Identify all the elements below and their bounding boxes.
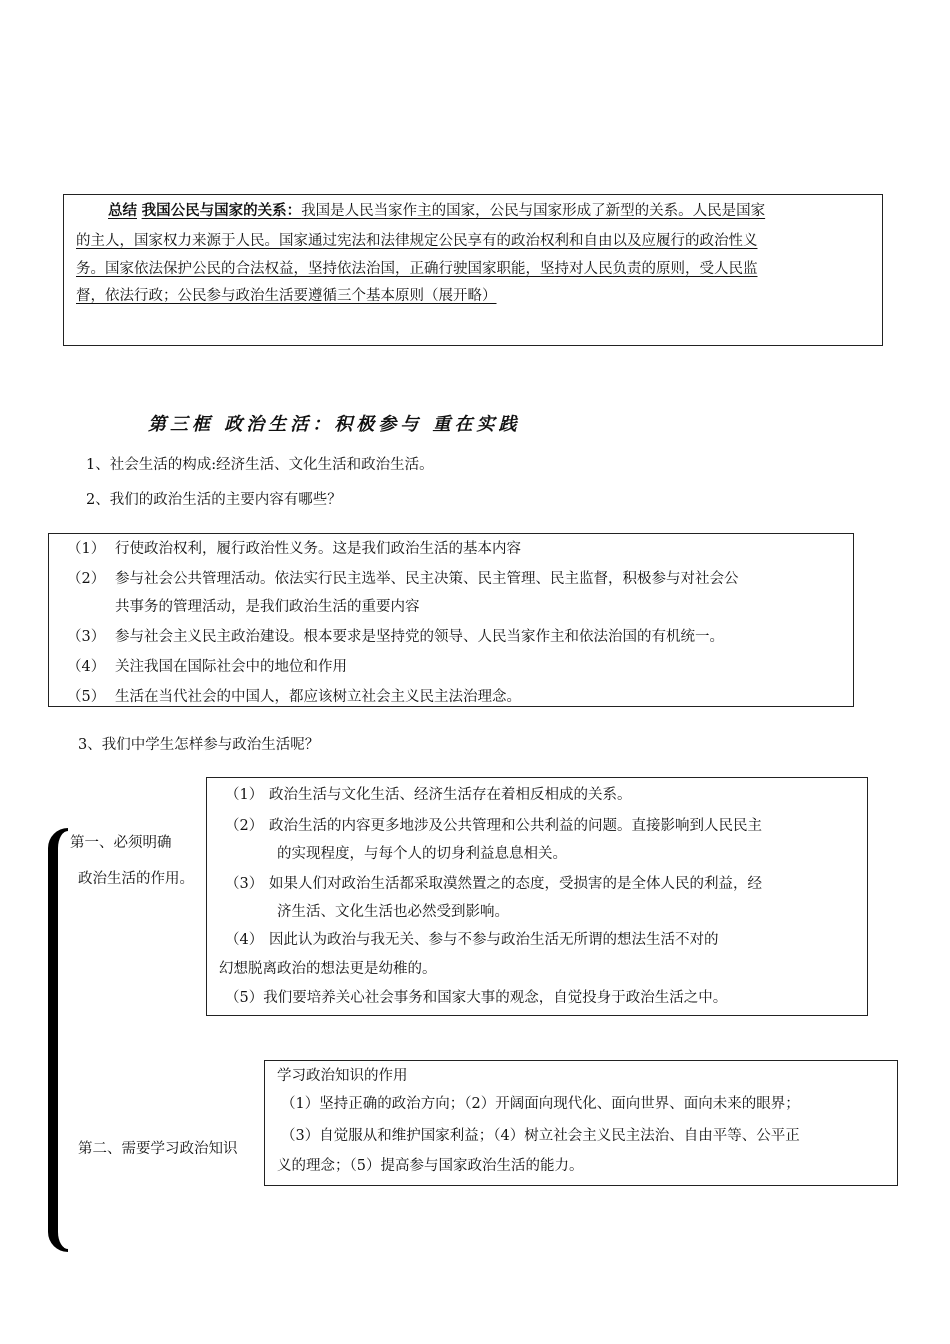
second-line-1: （1）坚持正确的政治方向；（2）开阔面向现代化、面向世界、面向未来的眼界；	[281, 1096, 800, 1112]
summary-text: 我国是人民当家作主的国家，公民与国家形成了新型的关系。人民是国家	[301, 203, 766, 219]
question-1: 1、社会生活的构成:经济生活、文化生活和政治生活。	[86, 457, 434, 473]
contents-item-4: （4） 关注我国在国际社会中的地位和作用	[67, 659, 347, 675]
item-number: （5）	[67, 689, 106, 705]
contents-item-2: （2） 参与社会公共管理活动。依法实行民主选举、民主决策、民主管理、民主监督，积极参与对社会公	[67, 571, 739, 587]
item-number: （1）	[67, 541, 106, 557]
first-tail-line: 幻想脱离政治的想法更是幼稚的。	[219, 961, 437, 977]
summary-heading: 我国公民与国家的关系：	[141, 202, 302, 219]
first-item-5: （5）我们要培养关心社会事务和国家大事的观念，自觉投身于政治生活之中。	[225, 990, 728, 1006]
contents-item-2-cont: 共事务的管理活动，是我们政治生活的重要内容	[115, 599, 420, 615]
question-3: 3、我们中学生怎样参与政治生活呢？	[78, 737, 320, 753]
item-number: （3）	[67, 629, 106, 645]
second-box	[264, 1060, 898, 1186]
second-line-3: 义的理念；（5）提高参与国家政治生活的能力。	[277, 1158, 584, 1174]
item-number: （1）	[225, 787, 264, 803]
second-box-title: 学习政治知识的作用	[277, 1068, 408, 1084]
summary-line-3: 务。国家依法保护公民的合法权益，坚持依法治国，正确行驶国家职能，坚持对人民负责的原则，受人民监	[76, 261, 758, 277]
item-number: （2）	[67, 571, 106, 587]
item-number: （3）	[225, 876, 264, 892]
item-number: （4）	[67, 659, 106, 675]
item-number: （4）	[225, 932, 264, 948]
summary-line-4: 督，依法行政；公民参与政治生活要遵循三个基本原则（展开略）	[76, 288, 497, 304]
first-item-3: （3） 如果人们对政治生活都采取漠然置之的态度，受损害的是全体人民的利益，经	[225, 876, 762, 892]
summary-line-2: 的主人，国家权力来源于人民。国家通过宪法和法律规定公民享有的政治权利和自由以及应履行的政治性义	[76, 233, 758, 249]
question-2: 2、我们的政治生活的主要内容有哪些？	[86, 492, 342, 508]
first-label-line-2: 政治生活的作用。	[78, 871, 194, 887]
contents-item-3: （3） 参与社会主义民主政治建设。根本要求是坚持党的领导、人民当家作主和依法治国的有机统一。	[67, 629, 724, 645]
first-item-3-cont: 济生活、文化生活也必然受到影响。	[277, 904, 509, 920]
section-title: 第三框 政治生活：积极参与 重在实践	[148, 414, 521, 435]
summary-box	[63, 194, 883, 346]
first-item-1: （1） 政治生活与文化生活、经济生活存在着相反相成的关系。	[225, 787, 632, 803]
contents-item-5: （5） 生活在当代社会的中国人，都应该树立社会主义民主法治理念。	[67, 689, 521, 705]
first-box	[206, 777, 868, 1016]
contents-box	[48, 533, 854, 707]
first-item-2-cont: 的实现程度，与每个人的切身利益息息相关。	[277, 846, 567, 862]
second-line-2: （3）自觉服从和维护国家利益；（4）树立社会主义民主法治、自由平等、公平正	[281, 1128, 800, 1144]
left-brace	[48, 828, 68, 1252]
item-number: （2）	[225, 818, 264, 834]
summary-label: 总结	[108, 202, 137, 219]
second-label: 第二、需要学习政治知识	[78, 1141, 238, 1157]
first-label-line-1: 第一、必须明确	[70, 835, 172, 851]
first-item-2: （2） 政治生活的内容更多地涉及公共管理和公共利益的问题。直接影响到人民民主	[225, 818, 762, 834]
summary-line-1	[108, 201, 765, 221]
contents-item-1: （1） 行使政治权利，履行政治性义务。这是我们政治生活的基本内容	[67, 541, 521, 557]
first-item-4: （4） 因此认为政治与我无关、参与不参与政治生活无所谓的想法生活不对的	[225, 932, 719, 948]
